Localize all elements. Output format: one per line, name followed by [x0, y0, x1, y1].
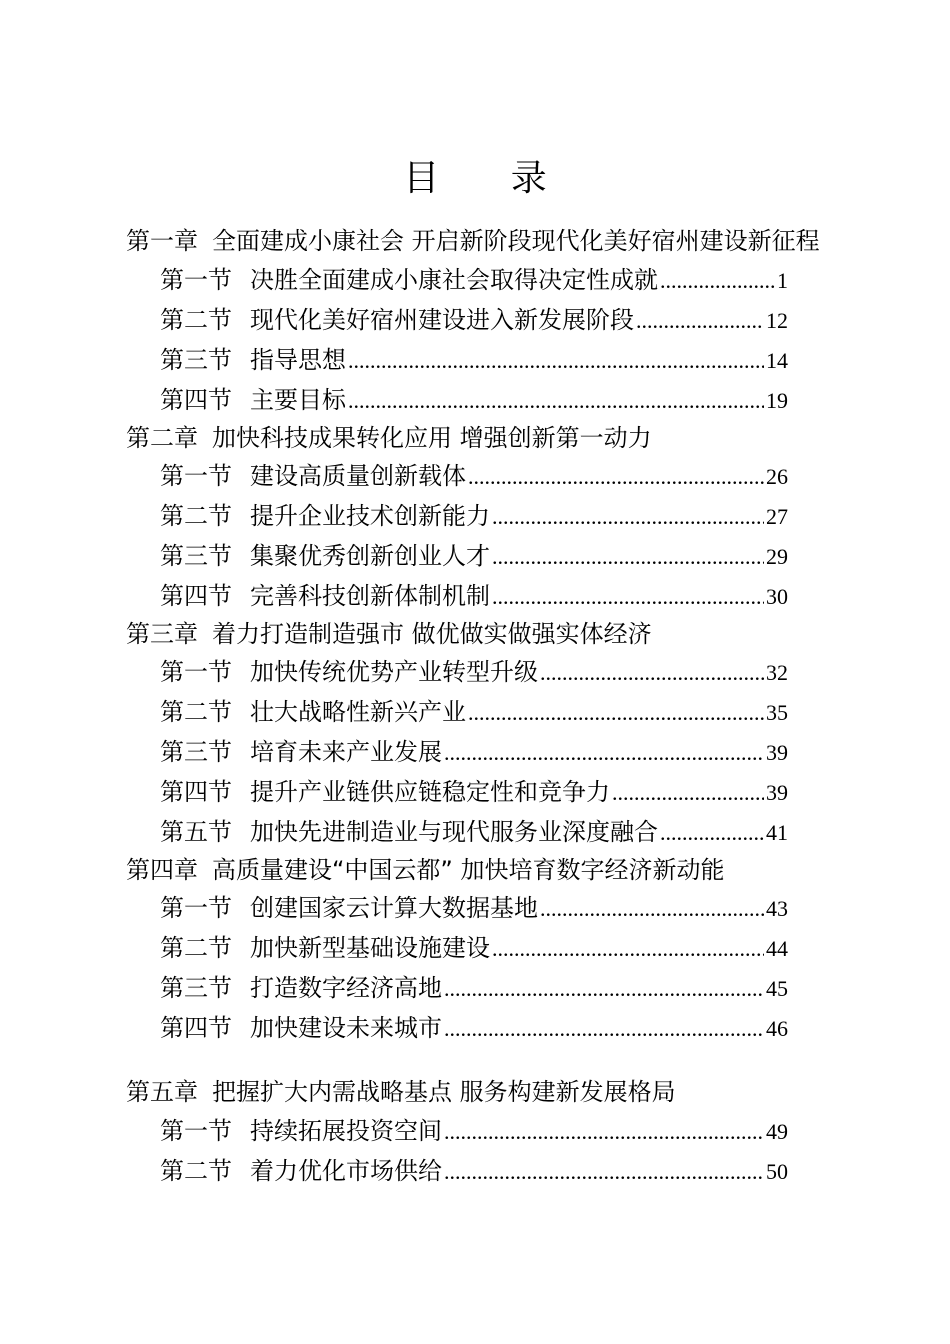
toc-entry[interactable] — [160, 656, 788, 689]
dot-leader — [660, 817, 764, 849]
toc-entry[interactable] — [160, 892, 788, 925]
section-title: 培育未来产业发展 — [250, 738, 442, 766]
toc-entry[interactable] — [160, 344, 788, 377]
section-number: 第三节 — [160, 974, 232, 1002]
section-title: 决胜全面建成小康社会取得决定性成就 — [250, 266, 658, 294]
section-number: 第二节 — [160, 1157, 232, 1185]
page-number: 44 — [766, 936, 788, 961]
toc-entry[interactable] — [160, 972, 788, 1005]
dot-leader — [540, 893, 764, 925]
section-title: 着力优化市场供给 — [250, 1157, 442, 1185]
section-number: 第二节 — [160, 934, 232, 962]
toc-entry[interactable] — [160, 816, 788, 849]
page-number: 19 — [766, 388, 788, 413]
toc-entry[interactable] — [160, 1115, 788, 1148]
chapter-4-heading[interactable] — [126, 854, 816, 886]
page-number: 39 — [766, 740, 788, 765]
toc-entry[interactable] — [160, 384, 788, 417]
chapter-title: 把握扩大内需战略基点 服务构建新发展格局 — [212, 1078, 676, 1106]
dot-leader — [444, 1116, 764, 1148]
page-number: 43 — [766, 896, 788, 921]
section-number: 第三节 — [160, 738, 232, 766]
toc-entry[interactable] — [160, 736, 788, 769]
section-title: 现代化美好宿州建设进入新发展阶段 — [250, 306, 634, 334]
dot-leader — [612, 777, 764, 809]
section-number: 第一节 — [160, 1117, 232, 1145]
section-number: 第四节 — [160, 1014, 232, 1042]
toc-entry[interactable] — [160, 304, 788, 337]
page-title: 目 录 — [403, 158, 577, 199]
section-title: 加快传统优势产业转型升级 — [250, 658, 538, 686]
dot-leader — [492, 501, 764, 533]
dot-leader — [444, 737, 764, 769]
section-title: 持续拓展投资空间 — [250, 1117, 442, 1145]
dot-leader — [636, 305, 764, 337]
chapter-title: 全面建成小康社会 开启新阶段现代化美好宿州建设新征程 — [212, 227, 820, 255]
section-number: 第一节 — [160, 462, 232, 490]
chapter-number: 第四章 — [126, 856, 198, 884]
section-title: 加快先进制造业与现代服务业深度融合 — [250, 818, 658, 846]
chapter-number: 第一章 — [126, 227, 198, 255]
section-title: 壮大战略性新兴产业 — [250, 698, 466, 726]
toc-entry[interactable] — [160, 1155, 788, 1188]
section-title: 主要目标 — [250, 386, 346, 414]
section-title: 加快建设未来城市 — [250, 1014, 442, 1042]
section-title: 提升企业技术创新能力 — [250, 502, 490, 530]
page-number: 49 — [766, 1119, 788, 1144]
page-number: 26 — [766, 464, 788, 489]
section-number: 第三节 — [160, 346, 232, 374]
chapter-title: 高质量建设“中国云都” 加快培育数字经济新动能 — [212, 856, 725, 884]
toc-entry[interactable] — [160, 580, 788, 613]
chapter-5-heading[interactable] — [126, 1076, 816, 1108]
page-number: 29 — [766, 544, 788, 569]
chapter-3-heading[interactable] — [126, 618, 816, 650]
page-number: 1 — [777, 268, 788, 293]
chapter-number: 第五章 — [126, 1078, 198, 1106]
chapter-2-heading[interactable] — [126, 422, 816, 454]
section-title: 打造数字经济高地 — [250, 974, 442, 1002]
dot-leader — [492, 541, 764, 573]
section-number: 第三节 — [160, 542, 232, 570]
toc-entry[interactable] — [160, 460, 788, 493]
page-number: 50 — [766, 1159, 788, 1184]
section-number: 第二节 — [160, 698, 232, 726]
dot-leader — [444, 1156, 764, 1188]
section-number: 第四节 — [160, 386, 232, 414]
section-title: 建设高质量创新载体 — [250, 462, 466, 490]
section-number: 第四节 — [160, 582, 232, 610]
dot-leader — [468, 697, 764, 729]
page-number: 46 — [766, 1016, 788, 1041]
dot-leader — [540, 657, 764, 689]
section-title: 指导思想 — [250, 346, 346, 374]
chapter-title: 加快科技成果转化应用 增强创新第一动力 — [212, 424, 652, 452]
page-number: 32 — [766, 660, 788, 685]
toc-entry[interactable] — [160, 932, 788, 965]
page-number: 35 — [766, 700, 788, 725]
section-number: 第五节 — [160, 818, 232, 846]
section-number: 第一节 — [160, 658, 232, 686]
section-title: 完善科技创新体制机制 — [250, 582, 490, 610]
toc-entry[interactable] — [160, 696, 788, 729]
page-number: 30 — [766, 584, 788, 609]
dot-leader — [660, 265, 775, 297]
page-number: 41 — [766, 820, 788, 845]
dot-leader — [444, 973, 764, 1005]
section-title: 加快新型基础设施建设 — [250, 934, 490, 962]
chapter-title: 着力打造制造强市 做优做实做强实体经济 — [212, 620, 652, 648]
toc-entry[interactable] — [160, 500, 788, 533]
section-title: 创建国家云计算大数据基地 — [250, 894, 538, 922]
section-number: 第二节 — [160, 502, 232, 530]
dot-leader — [348, 385, 764, 417]
section-number: 第一节 — [160, 266, 232, 294]
section-number: 第四节 — [160, 778, 232, 806]
section-number: 第二节 — [160, 306, 232, 334]
page-number: 45 — [766, 976, 788, 1001]
toc-entry[interactable] — [160, 540, 788, 573]
chapter-number: 第三章 — [126, 620, 198, 648]
dot-leader — [492, 933, 764, 965]
page-number: 14 — [766, 348, 788, 373]
section-title: 提升产业链供应链稳定性和竞争力 — [250, 778, 610, 806]
toc-entry[interactable] — [160, 264, 788, 297]
dot-leader — [444, 1013, 764, 1045]
section-title: 集聚优秀创新创业人才 — [250, 542, 490, 570]
section-number: 第一节 — [160, 894, 232, 922]
dot-leader — [348, 345, 764, 377]
dot-leader — [468, 461, 764, 493]
chapter-1-heading[interactable] — [126, 225, 820, 257]
toc-entry[interactable] — [160, 776, 788, 809]
dot-leader — [492, 581, 764, 613]
chapter-number: 第二章 — [126, 424, 198, 452]
page-number: 27 — [766, 504, 788, 529]
page-number: 12 — [766, 308, 788, 333]
toc-entry[interactable] — [160, 1012, 788, 1045]
page-number: 39 — [766, 780, 788, 805]
